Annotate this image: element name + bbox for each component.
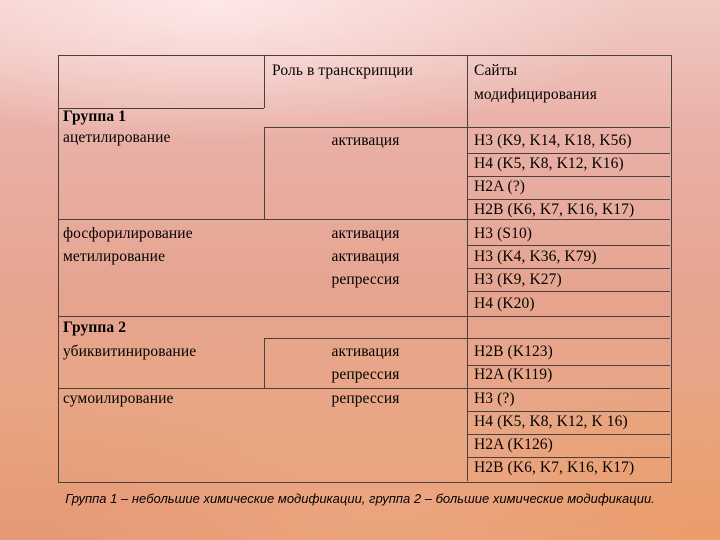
row-divider [58, 316, 670, 317]
header-sites-line2: модифицирования [474, 86, 597, 103]
site-cell: H2B (K6, K7, K16, K17) [474, 201, 635, 218]
group-2-label: Группа 2 [63, 319, 127, 336]
site-cell: H3 (S10) [474, 225, 533, 242]
header-role: Роль в транскрипции [272, 62, 414, 79]
site-cell: H2B (K6, K7, K16, K17) [474, 459, 635, 476]
site-cell: H4 (K5, K8, K12, K 16) [474, 413, 628, 430]
modification-name: убиквитинирование [63, 343, 197, 360]
site-cell: H3 (K9, K14, K18, K56) [474, 132, 632, 149]
row-divider [467, 291, 670, 292]
role-cell: репрессия [331, 366, 400, 383]
row-divider [264, 338, 670, 339]
site-cell: H4 (K20) [474, 295, 535, 312]
group-1-label: Группа 1 [63, 108, 127, 125]
role-cell: репрессия [331, 271, 400, 288]
table-caption: Группа 1 – небольшие химические модификации, группа 2 – большие химические модификации. [65, 491, 655, 506]
site-cell: H3 (K9, K27) [474, 271, 562, 288]
modification-name: сумоилирование [63, 390, 174, 407]
site-cell: H2B (K123) [474, 343, 553, 360]
modification-name: метилирование [63, 248, 166, 265]
site-cell: H3 (K4, K36, K79) [474, 248, 597, 265]
site-cell: H2A (K119) [474, 366, 553, 383]
modification-name: фосфорилирование [63, 225, 193, 242]
header-sites-line1: Сайты [474, 62, 518, 79]
modification-name: ацетилирование [63, 129, 171, 146]
site-cell: H4 (K5, K8, K12, K16) [474, 155, 624, 172]
role-cell: активация [331, 248, 400, 265]
site-cell: H2A (K126) [474, 436, 553, 453]
row-divider [264, 127, 670, 128]
site-cell: H3 (?) [474, 390, 515, 407]
role-cell: репрессия [331, 390, 400, 407]
column-divider [264, 55, 265, 108]
role-cell: активация [331, 132, 400, 149]
role-cell: активация [331, 343, 400, 360]
role-cell: активация [331, 225, 400, 242]
site-cell: H2A (?) [474, 178, 526, 195]
